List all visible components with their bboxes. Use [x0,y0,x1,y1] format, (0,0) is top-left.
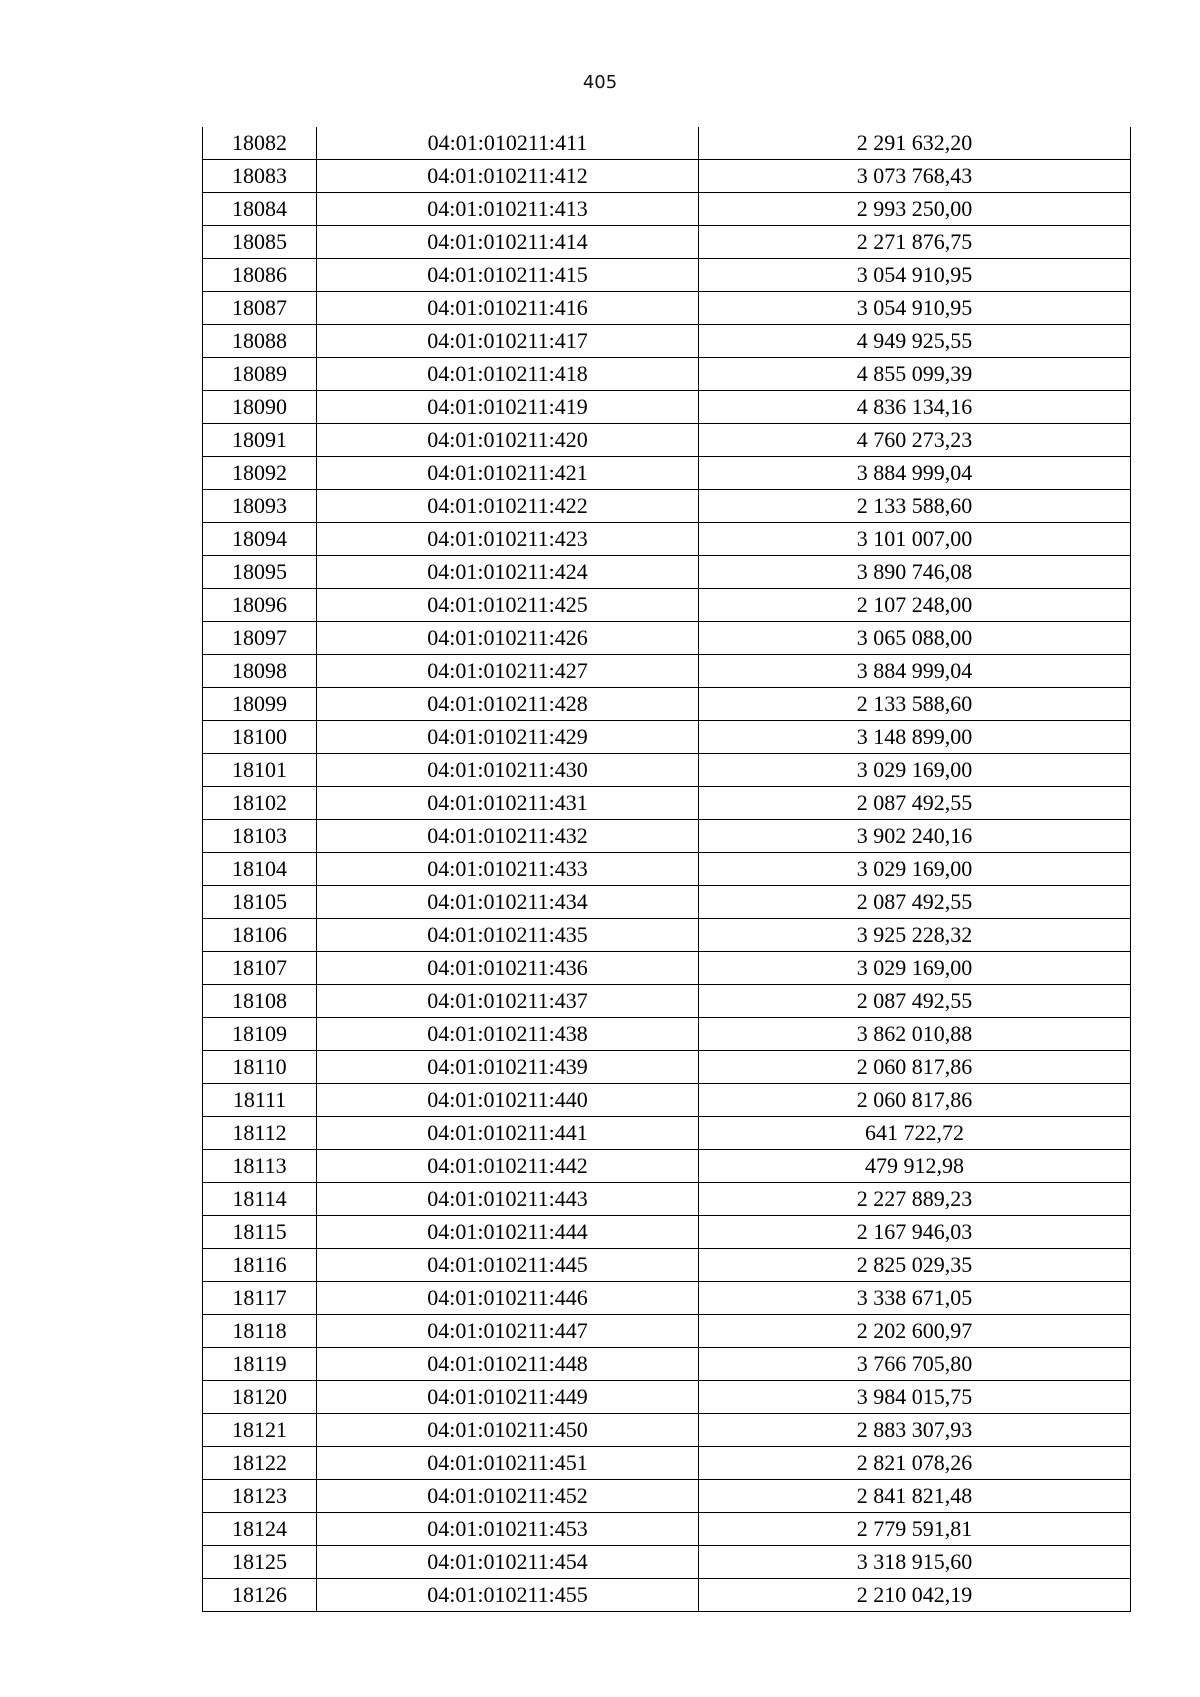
row-number-cell: 18106 [203,919,317,952]
cadastral-value-cell: 479 912,98 [699,1150,1131,1183]
cadastral-number-cell: 04:01:010211:446 [317,1282,699,1315]
row-number-cell: 18094 [203,523,317,556]
row-number-cell: 18085 [203,226,317,259]
table-row [203,655,1131,688]
row-number-cell: 18120 [203,1381,317,1414]
table-row [203,325,1131,358]
row-number-cell: 18098 [203,655,317,688]
table-row [203,721,1131,754]
table-row [203,820,1131,853]
table-row [203,1381,1131,1414]
cadastral-value-cell: 3 073 768,43 [699,160,1131,193]
row-number-cell: 18123 [203,1480,317,1513]
row-number-cell: 18100 [203,721,317,754]
row-number-cell: 18089 [203,358,317,391]
table-row [203,1447,1131,1480]
cadastral-number-cell: 04:01:010211:415 [317,259,699,292]
table-row [203,1315,1131,1348]
row-number-cell: 18114 [203,1183,317,1216]
row-number-cell: 18088 [203,325,317,358]
cadastral-number-cell: 04:01:010211:414 [317,226,699,259]
row-number-cell: 18109 [203,1018,317,1051]
cadastral-value-cell: 2 087 492,55 [699,886,1131,919]
cadastral-value-cell: 2 210 042,19 [699,1579,1131,1612]
cadastral-value-cell: 3 338 671,05 [699,1282,1131,1315]
row-number-cell: 18126 [203,1579,317,1612]
cadastral-value-cell: 2 291 632,20 [699,127,1131,160]
cadastral-value-cell: 3 065 088,00 [699,622,1131,655]
cadastral-value-cell: 3 029 169,00 [699,853,1131,886]
cadastral-number-cell: 04:01:010211:455 [317,1579,699,1612]
cadastral-number-cell: 04:01:010211:422 [317,490,699,523]
row-number-cell: 18101 [203,754,317,787]
table-row [203,787,1131,820]
cadastral-number-cell: 04:01:010211:437 [317,985,699,1018]
cadastral-value-cell: 2 779 591,81 [699,1513,1131,1546]
cadastral-number-cell: 04:01:010211:442 [317,1150,699,1183]
cadastral-value-cell: 3 925 228,32 [699,919,1131,952]
table-row [203,1546,1131,1579]
cadastral-value-cell: 3 029 169,00 [699,952,1131,985]
cadastral-number-cell: 04:01:010211:429 [317,721,699,754]
cadastral-number-cell: 04:01:010211:421 [317,457,699,490]
row-number-cell: 18096 [203,589,317,622]
table-row [203,1018,1131,1051]
cadastral-number-cell: 04:01:010211:450 [317,1414,699,1447]
cadastral-value-cell: 2 060 817,86 [699,1084,1131,1117]
cadastral-number-cell: 04:01:010211:417 [317,325,699,358]
cadastral-number-cell: 04:01:010211:447 [317,1315,699,1348]
cadastral-value-cell: 3 054 910,95 [699,259,1131,292]
cadastral-value-cell: 2 087 492,55 [699,985,1131,1018]
cadastral-number-cell: 04:01:010211:445 [317,1249,699,1282]
table-row [203,952,1131,985]
table-row [203,688,1131,721]
cadastral-number-cell: 04:01:010211:420 [317,424,699,457]
row-number-cell: 18083 [203,160,317,193]
row-number-cell: 18115 [203,1216,317,1249]
table-row [203,1183,1131,1216]
cadastral-number-cell: 04:01:010211:413 [317,193,699,226]
row-number-cell: 18097 [203,622,317,655]
cadastral-number-cell: 04:01:010211:436 [317,952,699,985]
cadastral-value-cell: 2 167 946,03 [699,1216,1131,1249]
table-row [203,919,1131,952]
row-number-cell: 18117 [203,1282,317,1315]
cadastral-value-cell: 4 760 273,23 [699,424,1131,457]
cadastral-value-cell: 2 821 078,26 [699,1447,1131,1480]
cadastral-number-cell: 04:01:010211:419 [317,391,699,424]
cadastral-number-cell: 04:01:010211:439 [317,1051,699,1084]
row-number-cell: 18095 [203,556,317,589]
table-row [203,1513,1131,1546]
table-row [203,1051,1131,1084]
row-number-cell: 18084 [203,193,317,226]
cadastral-number-cell: 04:01:010211:416 [317,292,699,325]
cadastral-value-cell: 2 107 248,00 [699,589,1131,622]
cadastral-number-cell: 04:01:010211:449 [317,1381,699,1414]
cadastral-number-cell: 04:01:010211:441 [317,1117,699,1150]
row-number-cell: 18105 [203,886,317,919]
cadastral-number-cell: 04:01:010211:453 [317,1513,699,1546]
cadastral-number-cell: 04:01:010211:418 [317,358,699,391]
table-row [203,523,1131,556]
cadastral-value-cell: 2 133 588,60 [699,490,1131,523]
cadastral-number-cell: 04:01:010211:425 [317,589,699,622]
cadastral-value-cell: 2 060 817,86 [699,1051,1131,1084]
cadastral-value-cell: 2 883 307,93 [699,1414,1131,1447]
row-number-cell: 18110 [203,1051,317,1084]
cadastral-value-cell: 3 029 169,00 [699,754,1131,787]
table-row [203,391,1131,424]
cadastral-number-cell: 04:01:010211:412 [317,160,699,193]
cadastral-value-cell: 3 884 999,04 [699,655,1131,688]
cadastral-value-cell: 3 101 007,00 [699,523,1131,556]
cadastral-number-cell: 04:01:010211:443 [317,1183,699,1216]
row-number-cell: 18119 [203,1348,317,1381]
row-number-cell: 18111 [203,1084,317,1117]
cadastral-number-cell: 04:01:010211:411 [317,127,699,160]
table-row [203,556,1131,589]
cadastral-value-cell: 3 884 999,04 [699,457,1131,490]
table-row [203,1282,1131,1315]
cadastral-number-cell: 04:01:010211:423 [317,523,699,556]
cadastral-number-cell: 04:01:010211:431 [317,787,699,820]
row-number-cell: 18125 [203,1546,317,1579]
cadastral-number-cell: 04:01:010211:435 [317,919,699,952]
table-row [203,193,1131,226]
cadastral-value-cell: 3 890 746,08 [699,556,1131,589]
row-number-cell: 18116 [203,1249,317,1282]
cadastral-value-cell: 2 825 029,35 [699,1249,1131,1282]
cadastral-value-cell: 3 148 899,00 [699,721,1131,754]
cadastral-number-cell: 04:01:010211:432 [317,820,699,853]
cadastral-number-cell: 04:01:010211:438 [317,1018,699,1051]
cadastral-number-cell: 04:01:010211:440 [317,1084,699,1117]
table-row [203,292,1131,325]
cadastral-value-table [202,127,1131,1612]
cadastral-value-cell: 3 862 010,88 [699,1018,1131,1051]
cadastral-value-cell: 641 722,72 [699,1117,1131,1150]
row-number-cell: 18092 [203,457,317,490]
cadastral-value-cell: 2 227 889,23 [699,1183,1131,1216]
cadastral-number-cell: 04:01:010211:451 [317,1447,699,1480]
table-row [203,1480,1131,1513]
cadastral-value-cell: 2 993 250,00 [699,193,1131,226]
row-number-cell: 18099 [203,688,317,721]
table-row [203,1117,1131,1150]
row-number-cell: 18122 [203,1447,317,1480]
cadastral-value-cell: 2 202 600,97 [699,1315,1131,1348]
table-row [203,985,1131,1018]
table-row [203,589,1131,622]
cadastral-value-cell: 4 949 925,55 [699,325,1131,358]
row-number-cell: 18082 [203,127,317,160]
row-number-cell: 18091 [203,424,317,457]
table-row [203,622,1131,655]
table-row [203,259,1131,292]
table-row [203,226,1131,259]
cadastral-value-cell: 4 855 099,39 [699,358,1131,391]
cadastral-value-cell: 2 271 876,75 [699,226,1131,259]
table-row [203,886,1131,919]
table-row [203,1414,1131,1447]
table-row [203,1249,1131,1282]
cadastral-number-cell: 04:01:010211:448 [317,1348,699,1381]
cadastral-value-cell: 2 841 821,48 [699,1480,1131,1513]
cadastral-value-cell: 2 087 492,55 [699,787,1131,820]
cadastral-value-cell: 3 318 915,60 [699,1546,1131,1579]
row-number-cell: 18107 [203,952,317,985]
table-row [203,490,1131,523]
cadastral-number-cell: 04:01:010211:427 [317,655,699,688]
table-row [203,160,1131,193]
row-number-cell: 18108 [203,985,317,1018]
row-number-cell: 18118 [203,1315,317,1348]
cadastral-value-cell: 3 902 240,16 [699,820,1131,853]
row-number-cell: 18104 [203,853,317,886]
row-number-cell: 18103 [203,820,317,853]
cadastral-number-cell: 04:01:010211:426 [317,622,699,655]
table-body [203,127,1131,1612]
table-row [203,1216,1131,1249]
table-row [203,424,1131,457]
cadastral-value-cell: 3 984 015,75 [699,1381,1131,1414]
table-row [203,1084,1131,1117]
table-row [203,1348,1131,1381]
cadastral-value-cell: 2 133 588,60 [699,688,1131,721]
table-row [203,853,1131,886]
cadastral-number-cell: 04:01:010211:430 [317,754,699,787]
cadastral-number-cell: 04:01:010211:454 [317,1546,699,1579]
table-row [203,127,1131,160]
row-number-cell: 18112 [203,1117,317,1150]
cadastral-number-cell: 04:01:010211:452 [317,1480,699,1513]
cadastral-value-cell: 3 766 705,80 [699,1348,1131,1381]
cadastral-value-cell: 3 054 910,95 [699,292,1131,325]
cadastral-number-cell: 04:01:010211:434 [317,886,699,919]
row-number-cell: 18087 [203,292,317,325]
page-number: 405 [582,72,618,93]
cadastral-number-cell: 04:01:010211:433 [317,853,699,886]
table-row [203,358,1131,391]
cadastral-value-cell: 4 836 134,16 [699,391,1131,424]
cadastral-number-cell: 04:01:010211:428 [317,688,699,721]
table-row [203,754,1131,787]
row-number-cell: 18102 [203,787,317,820]
row-number-cell: 18093 [203,490,317,523]
table-row [203,457,1131,490]
row-number-cell: 18121 [203,1414,317,1447]
row-number-cell: 18113 [203,1150,317,1183]
table-row [203,1579,1131,1612]
cadastral-number-cell: 04:01:010211:424 [317,556,699,589]
table-row [203,1150,1131,1183]
row-number-cell: 18090 [203,391,317,424]
row-number-cell: 18124 [203,1513,317,1546]
cadastral-number-cell: 04:01:010211:444 [317,1216,699,1249]
row-number-cell: 18086 [203,259,317,292]
